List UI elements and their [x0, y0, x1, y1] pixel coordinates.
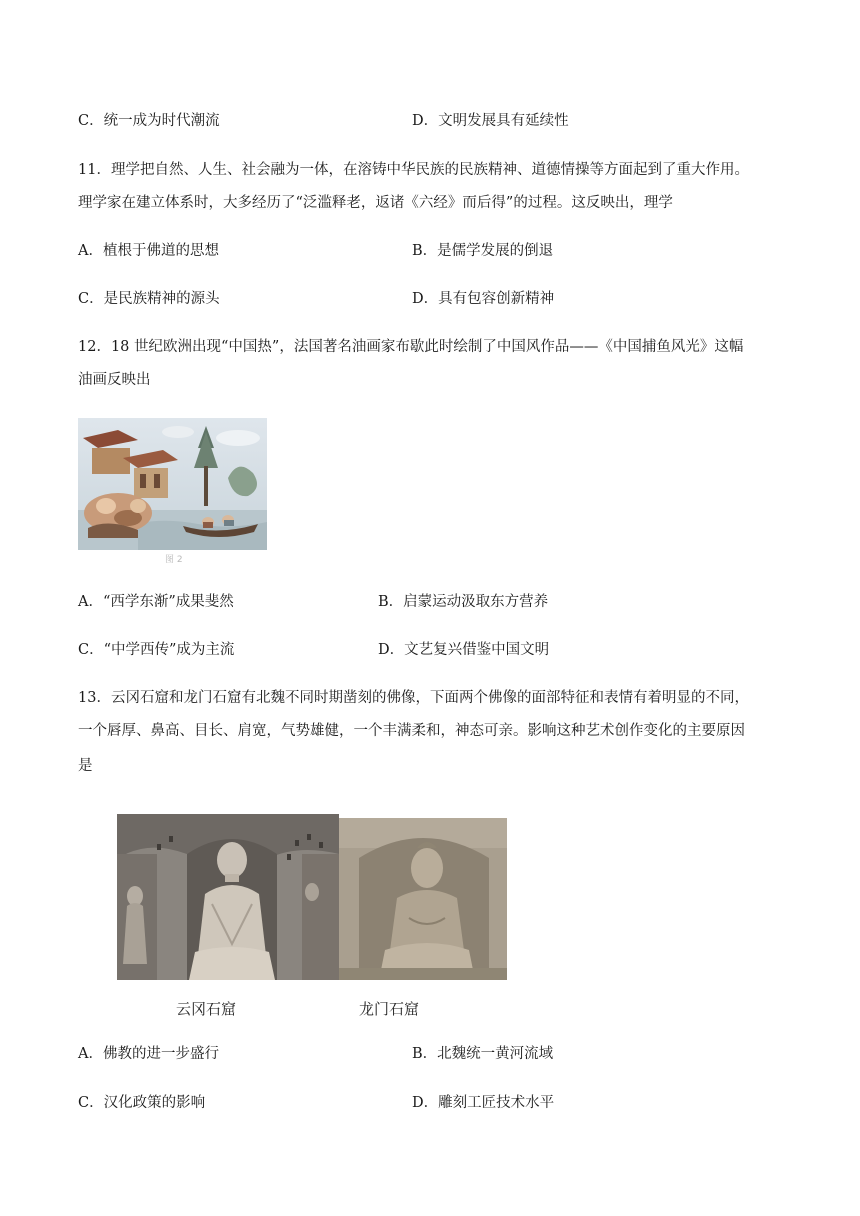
longmen-grottoes-image	[339, 818, 507, 980]
q13-stem-line1: 13．云冈石窟和龙门石窟有北魏不同时期凿刻的佛像，下面两个佛像的面部特征和表情有着明显的不同，	[78, 690, 749, 706]
q10-option-d: D．文明发展具有延续性	[412, 113, 569, 129]
q12-option-c: C．“中学西传”成为主流	[78, 642, 235, 658]
q12-option-b: B．启蒙运动汲取东方营养	[378, 594, 549, 610]
yungang-grottoes-image	[117, 814, 339, 980]
longmen-caption: 龙门石窟	[359, 1000, 420, 1018]
q10-option-c: C．统一成为时代潮流	[78, 113, 220, 129]
q11-option-c: C．是民族精神的源头	[78, 291, 220, 307]
q12-option-d: D．文艺复兴借鉴中国文明	[378, 642, 550, 658]
q12-stem-line2: 油画反映出	[78, 372, 151, 388]
q12-stem-line1: 12．18 世纪欧洲出现“中国热”，法国著名油画家布歇此时绘制了中国风作品——《中国捕鱼风光》这幅	[78, 339, 744, 355]
q11-stem-line1: 11．理学把自然、人生、社会融为一体，在溶铸中华民族的民族精神、道德情操等方面起到了重大作用。	[78, 162, 749, 178]
painting-caption: 图 2	[165, 555, 183, 565]
q13-option-b: B．北魏统一黄河流域	[412, 1046, 554, 1062]
q13-stem-line3: 是	[78, 758, 93, 774]
q13-option-c: C．汉化政策的影响	[78, 1095, 206, 1111]
q11-stem-line2: 理学家在建立体系时，大多经历了“泛滥释老，返诸《六经》而后得”的过程。这反映出，理学	[78, 195, 673, 211]
q11-option-a: A．植根于佛道的思想	[78, 243, 219, 259]
chinese-fishing-painting-image	[78, 418, 267, 550]
q11-option-b: B．是儒学发展的倒退	[412, 243, 554, 259]
yungang-caption: 云冈石窟	[176, 1000, 237, 1018]
q13-option-d: D．雕刻工匠技术水平	[412, 1095, 555, 1111]
q13-option-a: A．佛教的进一步盛行	[78, 1046, 219, 1062]
q13-stem-line2: 一个唇厚、鼻高、目长、肩宽，气势雄健，一个丰满柔和，神态可亲。影响这种艺术创作变化的主要原因	[78, 723, 745, 739]
q12-option-a: A．“西学东渐”成果斐然	[78, 594, 234, 610]
q11-option-d: D．具有包容创新精神	[412, 291, 555, 307]
